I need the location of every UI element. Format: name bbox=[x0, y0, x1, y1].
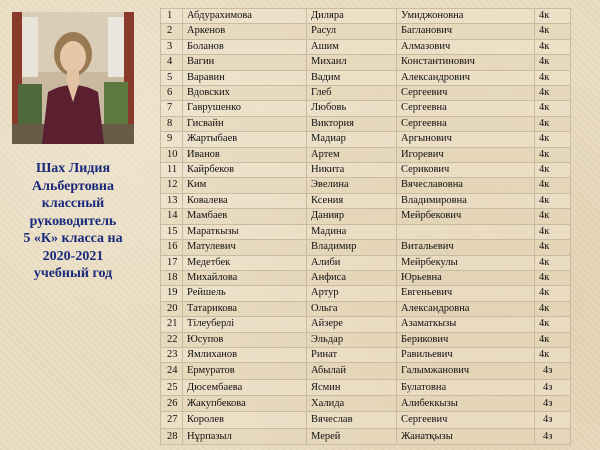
row-number: 1 bbox=[161, 9, 183, 24]
row-number: 10 bbox=[161, 147, 183, 162]
table-row bbox=[161, 147, 571, 162]
row-number: 7 bbox=[161, 101, 183, 116]
row-number: 24 bbox=[161, 363, 183, 379]
first-name-cell: Виктория bbox=[307, 116, 397, 131]
table-row bbox=[161, 163, 571, 178]
row-number: 15 bbox=[161, 224, 183, 239]
table-row bbox=[161, 209, 571, 224]
table-row bbox=[161, 428, 571, 444]
first-name-cell: Эльдар bbox=[307, 332, 397, 347]
table-row bbox=[161, 301, 571, 316]
surname-cell: Вдовских bbox=[183, 86, 307, 101]
class-cell: 4к bbox=[535, 240, 571, 255]
patronymic-cell: Умиджоновна bbox=[397, 9, 535, 24]
class-cell: 4к bbox=[535, 255, 571, 270]
row-number: 22 bbox=[161, 332, 183, 347]
patronymic-cell: Евгеньевич bbox=[397, 286, 535, 301]
class-cell: 4к bbox=[535, 332, 571, 347]
row-number: 17 bbox=[161, 255, 183, 270]
patronymic-cell: Багланович bbox=[397, 24, 535, 39]
class-cell: 4к bbox=[535, 270, 571, 285]
table-row bbox=[161, 255, 571, 270]
surname-cell: Медетбек bbox=[183, 255, 307, 270]
patronymic-cell: Сергеевна bbox=[397, 101, 535, 116]
student-roster-table bbox=[160, 8, 571, 445]
class-cell: 4к bbox=[535, 101, 571, 116]
patronymic-cell: Сергеевна bbox=[397, 116, 535, 131]
row-number: 27 bbox=[161, 412, 183, 428]
patronymic-cell: Берикович bbox=[397, 332, 535, 347]
surname-cell: Абдурахимова bbox=[183, 9, 307, 24]
row-number: 12 bbox=[161, 178, 183, 193]
first-name-cell: Ашим bbox=[307, 39, 397, 54]
table-row bbox=[161, 286, 571, 301]
class-cell: 4к bbox=[535, 132, 571, 147]
surname-cell: Боланов bbox=[183, 39, 307, 54]
table-row bbox=[161, 116, 571, 131]
row-number: 28 bbox=[161, 428, 183, 444]
table-row bbox=[161, 224, 571, 239]
class-cell: 4к bbox=[535, 163, 571, 178]
surname-cell: Рейшель bbox=[183, 286, 307, 301]
surname-cell: Иванов bbox=[183, 147, 307, 162]
row-number: 3 bbox=[161, 39, 183, 54]
row-number: 8 bbox=[161, 116, 183, 131]
first-name-cell: Данияр bbox=[307, 209, 397, 224]
first-name-cell: Ринат bbox=[307, 347, 397, 362]
surname-cell: Ким bbox=[183, 178, 307, 193]
patronymic-cell bbox=[397, 224, 535, 239]
class-cell: 4к bbox=[535, 55, 571, 70]
table-row bbox=[161, 178, 571, 193]
surname-cell: Михайлова bbox=[183, 270, 307, 285]
table-row bbox=[161, 363, 571, 379]
table-row bbox=[161, 24, 571, 39]
patronymic-cell: Витальевич bbox=[397, 240, 535, 255]
table-row bbox=[161, 55, 571, 70]
table-row bbox=[161, 270, 571, 285]
table-row bbox=[161, 317, 571, 332]
table-row bbox=[161, 9, 571, 24]
surname-cell: Матулевич bbox=[183, 240, 307, 255]
class-cell: 4к bbox=[535, 86, 571, 101]
row-number: 5 bbox=[161, 70, 183, 85]
table-row bbox=[161, 101, 571, 116]
class-cell: 4к bbox=[535, 9, 571, 24]
patronymic-cell: Мейрбекулы bbox=[397, 255, 535, 270]
row-number: 9 bbox=[161, 132, 183, 147]
patronymic-cell: Сергеевич bbox=[397, 86, 535, 101]
patronymic-cell: Мейрбекович bbox=[397, 209, 535, 224]
first-name-cell: Ясмин bbox=[307, 379, 397, 395]
class-cell: 4к bbox=[535, 209, 571, 224]
caption-line: Альбертовна bbox=[32, 178, 114, 194]
table-row bbox=[161, 70, 571, 85]
class-cell: 4к bbox=[535, 147, 571, 162]
surname-cell: Мараткызы bbox=[183, 224, 307, 239]
surname-cell: Татарикова bbox=[183, 301, 307, 316]
patronymic-cell: Вячеславовна bbox=[397, 178, 535, 193]
row-number: 13 bbox=[161, 193, 183, 208]
first-name-cell: Владимир bbox=[307, 240, 397, 255]
row-number: 19 bbox=[161, 286, 183, 301]
first-name-cell: Артур bbox=[307, 286, 397, 301]
caption-line: Шах Лидия bbox=[35, 161, 111, 176]
first-name-cell: Алиби bbox=[307, 255, 397, 270]
row-number: 14 bbox=[161, 209, 183, 224]
table-row bbox=[161, 39, 571, 54]
surname-cell: Жартыбаев bbox=[183, 132, 307, 147]
row-number: 6 bbox=[161, 86, 183, 101]
surname-cell: Аркенов bbox=[183, 24, 307, 39]
first-name-cell: Вячеслав bbox=[307, 412, 397, 428]
row-number: 2 bbox=[161, 24, 183, 39]
surname-cell: Дюсембаева bbox=[183, 379, 307, 395]
patronymic-cell: Александрович bbox=[397, 70, 535, 85]
surname-cell: Тілеуберлі bbox=[183, 317, 307, 332]
class-cell: 4к bbox=[535, 286, 571, 301]
patronymic-cell: Александровна bbox=[397, 301, 535, 316]
surname-cell: Кайрбеков bbox=[183, 163, 307, 178]
surname-cell: Жакупбекова bbox=[183, 395, 307, 411]
row-number: 21 bbox=[161, 317, 183, 332]
row-number: 25 bbox=[161, 379, 183, 395]
row-number: 18 bbox=[161, 270, 183, 285]
class-cell: 4к bbox=[535, 347, 571, 362]
caption-line: 5 «К» класса на bbox=[23, 231, 123, 246]
table-row bbox=[161, 412, 571, 428]
first-name-cell: Ольга bbox=[307, 301, 397, 316]
class-cell: 4к bbox=[535, 24, 571, 39]
patronymic-cell: Константинович bbox=[397, 55, 535, 70]
patronymic-cell: Алмазович bbox=[397, 39, 535, 54]
surname-cell: Ермуратов bbox=[183, 363, 307, 379]
surname-cell: Ковалева bbox=[183, 193, 307, 208]
class-cell: 4к bbox=[535, 178, 571, 193]
row-number: 11 bbox=[161, 163, 183, 178]
table-row bbox=[161, 395, 571, 411]
class-cell: 4к bbox=[535, 70, 571, 85]
first-name-cell: Диляра bbox=[307, 9, 397, 24]
surname-cell: Нұрпазыл bbox=[183, 428, 307, 444]
table-row bbox=[161, 332, 571, 347]
class-cell: 4з bbox=[535, 428, 571, 444]
class-cell: 4к bbox=[535, 39, 571, 54]
patronymic-cell: Булатовна bbox=[397, 379, 535, 395]
class-cell: 4з bbox=[535, 379, 571, 395]
table-row bbox=[161, 240, 571, 255]
first-name-cell: Анфиса bbox=[307, 270, 397, 285]
first-name-cell: Михаил bbox=[307, 55, 397, 70]
patronymic-cell: Равильевич bbox=[397, 347, 535, 362]
class-cell: 4з bbox=[535, 395, 571, 411]
patronymic-cell: Серикович bbox=[397, 163, 535, 178]
class-cell: 4к bbox=[535, 193, 571, 208]
class-cell: 4к bbox=[535, 301, 571, 316]
surname-cell: Ямлиханов bbox=[183, 347, 307, 362]
first-name-cell: Эвелина bbox=[307, 178, 397, 193]
teacher-caption bbox=[6, 160, 140, 283]
surname-cell: Гаврушенко bbox=[183, 101, 307, 116]
first-name-cell: Любовь bbox=[307, 101, 397, 116]
class-cell: 4к bbox=[535, 317, 571, 332]
teacher-photo bbox=[12, 12, 134, 144]
table-row bbox=[161, 379, 571, 395]
row-number: 16 bbox=[161, 240, 183, 255]
caption-line: учебный год bbox=[33, 266, 113, 281]
surname-cell: Гисвайн bbox=[183, 116, 307, 131]
first-name-cell: Абылай bbox=[307, 363, 397, 379]
first-name-cell: Халида bbox=[307, 395, 397, 411]
table-row bbox=[161, 193, 571, 208]
patronymic-cell: Владимировна bbox=[397, 193, 535, 208]
surname-cell: Королев bbox=[183, 412, 307, 428]
first-name-cell: Айзере bbox=[307, 317, 397, 332]
caption-line: 2020-2021 bbox=[42, 248, 104, 264]
class-cell: 4к bbox=[535, 224, 571, 239]
class-cell: 4з bbox=[535, 363, 571, 379]
first-name-cell: Артем bbox=[307, 147, 397, 162]
first-name-cell: Ксения bbox=[307, 193, 397, 208]
patronymic-cell: Сергеевич bbox=[397, 412, 535, 428]
first-name-cell: Никита bbox=[307, 163, 397, 178]
first-name-cell: Мадиар bbox=[307, 132, 397, 147]
first-name-cell: Глеб bbox=[307, 86, 397, 101]
row-number: 23 bbox=[161, 347, 183, 362]
class-cell: 4з bbox=[535, 412, 571, 428]
row-number: 20 bbox=[161, 301, 183, 316]
table-row bbox=[161, 132, 571, 147]
table-row bbox=[161, 347, 571, 362]
table-row bbox=[161, 86, 571, 101]
patronymic-cell: Азаматкызы bbox=[397, 317, 535, 332]
row-number: 26 bbox=[161, 395, 183, 411]
patronymic-cell: Алибеккызы bbox=[397, 395, 535, 411]
first-name-cell: Мерей bbox=[307, 428, 397, 444]
row-number: 4 bbox=[161, 55, 183, 70]
patronymic-cell: Юрьевна bbox=[397, 270, 535, 285]
caption-line: классный bbox=[41, 196, 105, 211]
patronymic-cell: Жанатқызы bbox=[397, 428, 535, 444]
patronymic-cell: Галымжанович bbox=[397, 363, 535, 379]
caption-line: руководитель bbox=[29, 213, 117, 229]
surname-cell: Мамбаев bbox=[183, 209, 307, 224]
first-name-cell: Мадина bbox=[307, 224, 397, 239]
first-name-cell: Вадим bbox=[307, 70, 397, 85]
surname-cell: Варавин bbox=[183, 70, 307, 85]
patronymic-cell: Игоревич bbox=[397, 147, 535, 162]
surname-cell: Юсупов bbox=[183, 332, 307, 347]
first-name-cell: Расул bbox=[307, 24, 397, 39]
surname-cell: Вагин bbox=[183, 55, 307, 70]
patronymic-cell: Аргынович bbox=[397, 132, 535, 147]
class-cell: 4к bbox=[535, 116, 571, 131]
